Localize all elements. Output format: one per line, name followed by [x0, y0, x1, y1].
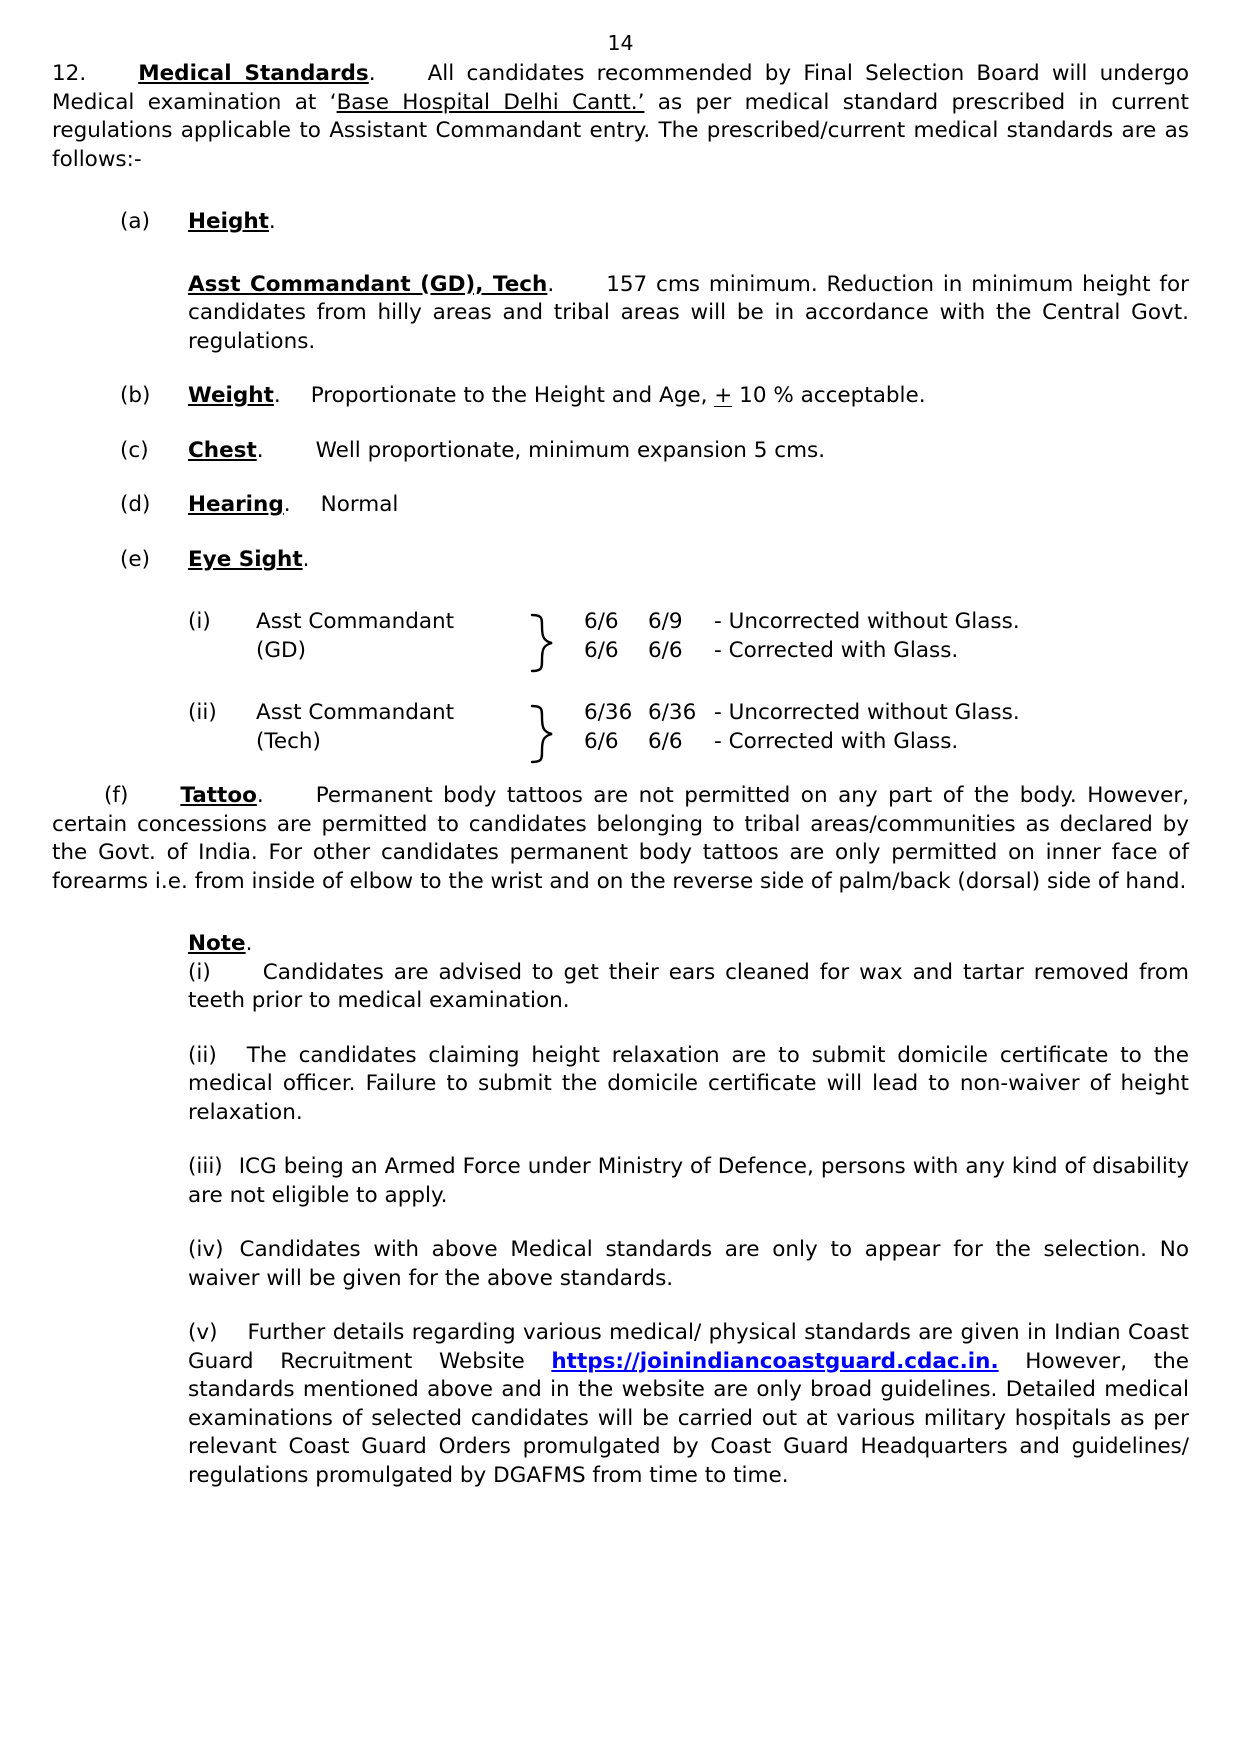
item-weight-label: Weight [188, 383, 274, 408]
eyesight-row-name [256, 699, 522, 756]
note-title: Note [188, 931, 246, 956]
item-hearing-text: Normal [320, 492, 399, 517]
item-height-label: Height [188, 209, 269, 234]
spacer [52, 465, 1189, 491]
eyesight-value-col1: 6/6 [584, 637, 619, 663]
item-height [52, 208, 1189, 237]
eyesight-value-col3: - Uncorrected without Glass. [714, 700, 1020, 725]
item-height-detail-text [188, 271, 1189, 357]
item-height-description: 157 cms minimum. Reduction in minimum height for candidates from hilly areas and tribal areas will be in accordance with the Central Govt. regulations. [188, 271, 1189, 354]
eyesight-table [188, 608, 1189, 756]
spacer [52, 174, 1189, 208]
recruitment-website-link[interactable]: https://joinindiancoastguard.cdac.in. [551, 1348, 999, 1374]
spacer [52, 356, 1189, 382]
item-height-detail [52, 271, 1189, 357]
item-eyesight-body [188, 546, 1189, 575]
note-entry-text: Candidates with above Medical standards are only to appear for the selection. No waiver will be given for the above standards. [188, 1237, 1189, 1291]
note-entry-text: Candidates are advised to get their ears cleaned for wax and tartar removed from teeth prior to medical examination. [188, 959, 1189, 1013]
eyesight-value-col1: 6/36 [584, 700, 633, 725]
eyesight-row-marker: (i) [188, 609, 211, 634]
item-eyesight [52, 546, 1189, 575]
eyesight-value-col3: - Uncorrected without Glass. [714, 609, 1020, 634]
note-title-line [188, 930, 1189, 959]
eyesight-value-col2: 6/36 [648, 700, 697, 725]
item-eyesight-line [188, 546, 1189, 575]
note-entry-marker: (ii) [188, 1042, 217, 1068]
section-intro-part2: as per medical standard prescribed in current regulations applicable to Assistant Commandant entry. The prescribed/current medical standards are as follows:- [52, 89, 1189, 172]
note-entry-marker: (v) [188, 1320, 218, 1345]
eyesight-row-name-line1: Asst Commandant [256, 609, 455, 634]
asst-commandant-label-suffix: . [547, 271, 555, 297]
item-chest-label: Chest [188, 437, 257, 463]
spacer [188, 1127, 1189, 1153]
spacer [52, 411, 1189, 437]
note-entry-marker: (iv) [188, 1237, 224, 1262]
item-height-body [188, 208, 1189, 237]
item-tattoo-paragraph [52, 782, 1189, 896]
item-tattoo-label-suffix: . [256, 783, 264, 808]
item-chest-line [188, 437, 1189, 466]
item-chest-body [188, 437, 1189, 466]
eyesight-row [188, 608, 1189, 665]
hospital-name: Base Hospital Delhi Cantt.’ [336, 89, 645, 115]
item-weight-line [188, 382, 1189, 411]
note-entry-text-after: However, the standards mentioned above and in the website are only broad guidelines. Detailed medical examinations of selected candidates will be carried out at various military hospitals as per relevant Coast Guard Orders promulgated by Coast Guard Headquarters and guidelines/ regulations promulgated by DGAFMS from time to time. [188, 1348, 1189, 1488]
item-hearing-line [188, 491, 1189, 520]
eyesight-row-name-line1: Asst Commandant (Tech) [256, 700, 455, 754]
asst-commandant-gd-tech-label: Asst Commandant (GD), Tech [188, 271, 548, 297]
item-tattoo-marker: (f) [104, 783, 129, 808]
item-hearing-body [188, 491, 1189, 520]
spacer [52, 574, 1189, 608]
eyesight-value-col2: 6/6 [648, 637, 683, 663]
eyesight-value-line [584, 728, 1189, 757]
spacer [52, 237, 1189, 271]
eyesight-value-col2: 6/9 [648, 609, 683, 634]
eyesight-row-values [584, 699, 1189, 756]
spacer [52, 756, 1189, 782]
note-entry-last [188, 1319, 1189, 1490]
note-entry-text-before: Further details regarding various medical/ physical standards are given in Indian Coast Guard Recruitment Website [188, 1320, 1189, 1374]
eyesight-value-col3: - Corrected with Glass. [714, 637, 959, 663]
item-height-label-line [188, 208, 1189, 237]
note-title-suffix: . [245, 931, 253, 956]
note-entry [188, 959, 1189, 1016]
spacer [52, 896, 1189, 930]
item-hearing-marker: (d) [120, 492, 151, 517]
item-weight-label-suffix: . [273, 383, 281, 408]
item-tattoo-label: Tattoo [180, 783, 257, 808]
item-tattoo-text: Permanent body tattoos are not permitted on any part of the body. However, certain concessions are permitted to candidates belonging to tribal areas/communities as declared by the Govt. of India. For other candidates permanent body tattoos are only permitted on inner face of forearms i.e. from inside of elbow to the wrist and on the reverse side of palm/back (dorsal) side of hand. [52, 783, 1189, 894]
note-entry-text: ICG being an Armed Force under Ministry of Defence, persons with any kind of disability are not eligible to apply. [188, 1154, 1189, 1208]
item-hearing-label: Hearing [188, 492, 284, 517]
item-hearing-label-suffix: . [283, 492, 291, 517]
item-chest-text: Well proportionate, minimum expansion 5 cms. [315, 437, 826, 463]
eyesight-value-line [584, 608, 1189, 637]
item-chest-marker: (c) [120, 437, 149, 463]
item-hearing [52, 491, 1189, 520]
eyesight-value-col3: - Corrected with Glass. [714, 728, 959, 754]
page-number: 14 [607, 31, 634, 55]
section-title-suffix: . [368, 61, 376, 86]
item-height-label-suffix: . [268, 209, 276, 234]
note-entry [188, 1236, 1189, 1293]
item-height-marker: (a) [120, 209, 150, 234]
spacer [188, 1016, 1189, 1042]
eyesight-value-line [584, 699, 1189, 728]
plus-minus-symbol: + [714, 383, 733, 408]
section-12-paragraph [52, 60, 1189, 174]
eyesight-value-col1: 6/6 [584, 728, 619, 754]
section-number: 12. [52, 61, 87, 86]
note-entry-marker: (iii) [188, 1154, 223, 1179]
section-title: Medical Standards [138, 61, 369, 86]
eyesight-row [188, 699, 1189, 756]
item-chest-label-suffix: . [256, 437, 264, 463]
spacer [188, 1210, 1189, 1236]
eyesight-value-line [584, 637, 1189, 666]
item-tattoo [52, 782, 1189, 896]
item-weight-body [188, 382, 1189, 411]
note-entry-text: The candidates claiming height relaxation are to submit domicile certificate to the medical officer. Failure to submit the domicile certificate will lead to non-waiver of height relaxation. [188, 1042, 1189, 1125]
item-eyesight-label-suffix: . [302, 546, 310, 572]
note-block [188, 930, 1189, 1490]
eyesight-row-name [256, 608, 522, 665]
eyesight-value-col2: 6/6 [648, 728, 683, 754]
eyesight-row-values [584, 608, 1189, 665]
note-entry [188, 1153, 1189, 1210]
eyesight-value-col1: 6/6 [584, 609, 619, 634]
item-eyesight-label: Eye Sight [188, 546, 303, 572]
section-intro-part1: All candidates recommended by Final Selection Board will undergo Medical examination at ‘ [52, 61, 1189, 115]
item-weight-marker: (b) [120, 383, 151, 408]
item-weight [52, 382, 1189, 411]
item-eyesight-marker: (e) [120, 546, 151, 572]
note-entry-marker: (i) [188, 959, 211, 985]
eyesight-row-name-line2: (GD) [256, 637, 306, 663]
spacer [188, 665, 1189, 699]
spacer [188, 1293, 1189, 1319]
item-chest [52, 437, 1189, 466]
item-height-detail-marker [52, 271, 188, 357]
item-weight-text-after: 10 % acceptable. [732, 383, 926, 408]
note-entry [188, 1042, 1189, 1128]
spacer [52, 520, 1189, 546]
item-weight-text-before: Proportionate to the Height and Age, [310, 383, 715, 408]
eyesight-row-marker: (ii) [188, 700, 217, 725]
item-height-detail-body [188, 271, 1189, 357]
